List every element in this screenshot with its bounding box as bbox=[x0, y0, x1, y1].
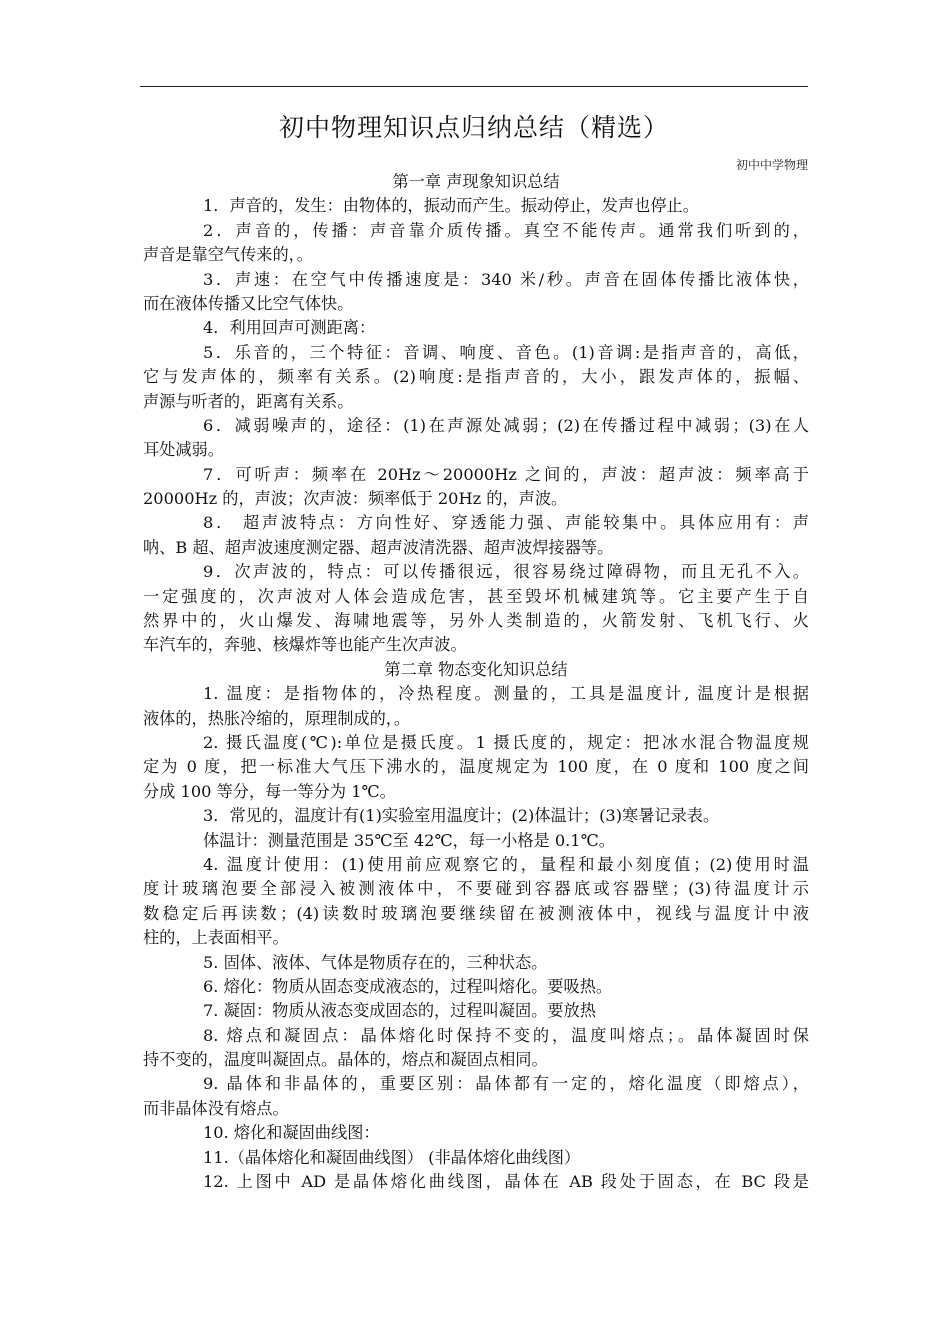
text-line: 5．乐音的，三个特征：音调、响度、音色。(1)音调:是指声音的，高低， bbox=[203, 342, 809, 362]
text-line: 定为 0 度，把一标准大气压下沸水的，温度规定为 100 度，在 0 度和 100 度之间 bbox=[143, 757, 809, 777]
text-line: 10. 熔化和凝固曲线图： bbox=[203, 1123, 380, 1143]
text-line: 一定强度的，次声波对人体会造成危害，甚至毁坏机械建筑等。它主要产生于自 bbox=[143, 586, 809, 606]
text-line: 1. 温度：是指物体的，冷热程度。测量的，工具是温度计, 温度计是根据 bbox=[203, 684, 809, 704]
document-source: 初中中学物理 bbox=[735, 158, 808, 172]
text-line: 12. 上图中 AD 是晶体熔化曲线图，晶体在 AB 段处于固态，在 BC 段是 bbox=[203, 1172, 809, 1192]
document-title: 初中物理知识点归纳总结（精选） bbox=[278, 113, 669, 142]
text-line: 车汽车的，奔驰、核爆炸等也能产生次声波。 bbox=[143, 635, 467, 655]
text-line: 3．声速：在空气中传播速度是：340 米/秒。声音在固体传播比液体快， bbox=[203, 269, 809, 289]
text-line: 7．可听声：频率在 20Hz～20000Hz 之间的，声波：超声波：频率高于 bbox=[203, 464, 809, 484]
text-line: 耳处减弱。 bbox=[143, 440, 224, 460]
text-line: 柱的，上表面相平。 bbox=[143, 928, 289, 948]
text-line: 4. 温度计使用：(1)使用前应观察它的，量程和最小刻度值；(2)使用时温 bbox=[203, 854, 809, 874]
text-line: 分成 100 等分，每一等分为 1℃。 bbox=[143, 781, 396, 801]
text-line: 而非晶体没有熔点。 bbox=[143, 1098, 289, 1118]
text-line: 9. 晶体和非晶体的，重要区别：晶体都有一定的，熔化温度（即熔点）， bbox=[203, 1074, 809, 1094]
text-line: 8． 超声波特点：方向性好、穿透能力强、声能较集中。具体应用有：声 bbox=[203, 513, 809, 533]
text-line: 然界中的，火山爆发、海啸地震等，另外人类制造的，火箭发射、飞机飞行、火 bbox=[143, 611, 809, 631]
text-line: 呐、B 超、超声波速度测定器、超声波清洗器、超声波焊接器等。 bbox=[143, 537, 614, 557]
text-line: 持不变的，温度叫凝固点。晶体的，熔点和凝固点相同。 bbox=[143, 1050, 548, 1070]
chapter-heading: 第二章 物态变化知识总结 bbox=[384, 659, 568, 679]
text-line: 20000Hz 的，声波；次声波：频率低于 20Hz 的，声波。 bbox=[143, 489, 568, 509]
text-line: 5. 固体、液体、气体是物质存在的，三种状态。 bbox=[203, 952, 548, 972]
text-line: 2．声音的，传播：声音靠介质传播。真空不能传声。通常我们听到的， bbox=[203, 220, 809, 240]
text-line: 液体的，热胀冷缩的，原理制成的，。 bbox=[143, 708, 411, 728]
text-line: 8. 熔点和凝固点：晶体熔化时保持不变的，温度叫熔点；。晶体凝固时保 bbox=[203, 1025, 809, 1045]
text-line: 1．声音的，发生：由物体的，振动而产生。振动停止，发声也停止。 bbox=[203, 196, 699, 216]
text-line: 数稳定后再读数；(4)读数时玻璃泡要继续留在被测液体中，视线与温度计中液 bbox=[143, 903, 809, 923]
text-line: 度计玻璃泡要全部浸入被测液体中，不要碰到容器底或容器壁；(3)待温度计示 bbox=[143, 879, 809, 899]
text-line: 11.（晶体熔化和凝固曲线图） (非晶体熔化曲线图） bbox=[203, 1147, 581, 1167]
text-line: 2. 摄氏温度(℃):单位是摄氏度。1 摄氏度的，规定：把冰水混合物温度规 bbox=[203, 732, 809, 752]
text-line: 声源与听者的，距离有关系。 bbox=[143, 391, 354, 411]
chapter-heading: 第一章 声现象知识总结 bbox=[392, 172, 560, 191]
text-line: 7. 凝固：物质从液态变成固态的，过程叫凝固。要放热 bbox=[203, 1001, 596, 1021]
text-line: 3．常见的，温度计有(1)实验室用温度计；(2)体温计；(3)寒暑记录表。 bbox=[203, 806, 720, 826]
text-line: 9．次声波的，特点：可以传播很远，很容易绕过障碍物，而且无孔不入。 bbox=[203, 562, 809, 582]
text-line: 它与发声体的，频率有关系。(2)响度:是指声音的，大小，跟发声体的，振幅、 bbox=[143, 367, 809, 387]
document-body bbox=[143, 170, 809, 1194]
text-line: 4．利用回声可测距离： bbox=[203, 318, 376, 338]
text-line: 6. 熔化：物质从固态变成液态的，过程叫熔化。要吸热。 bbox=[203, 976, 613, 996]
header-rule bbox=[140, 86, 808, 87]
text-line: 而在液体传播又比空气体快。 bbox=[143, 293, 354, 313]
text-line: 声音是靠空气传来的，。 bbox=[143, 245, 313, 265]
text-line: 6．减弱噪声的，途径：(1)在声源处减弱；(2)在传播过程中减弱；(3)在人 bbox=[203, 415, 809, 435]
text-line: 体温计：测量范围是 35℃至 42℃，每一小格是 0.1℃。 bbox=[203, 830, 615, 850]
